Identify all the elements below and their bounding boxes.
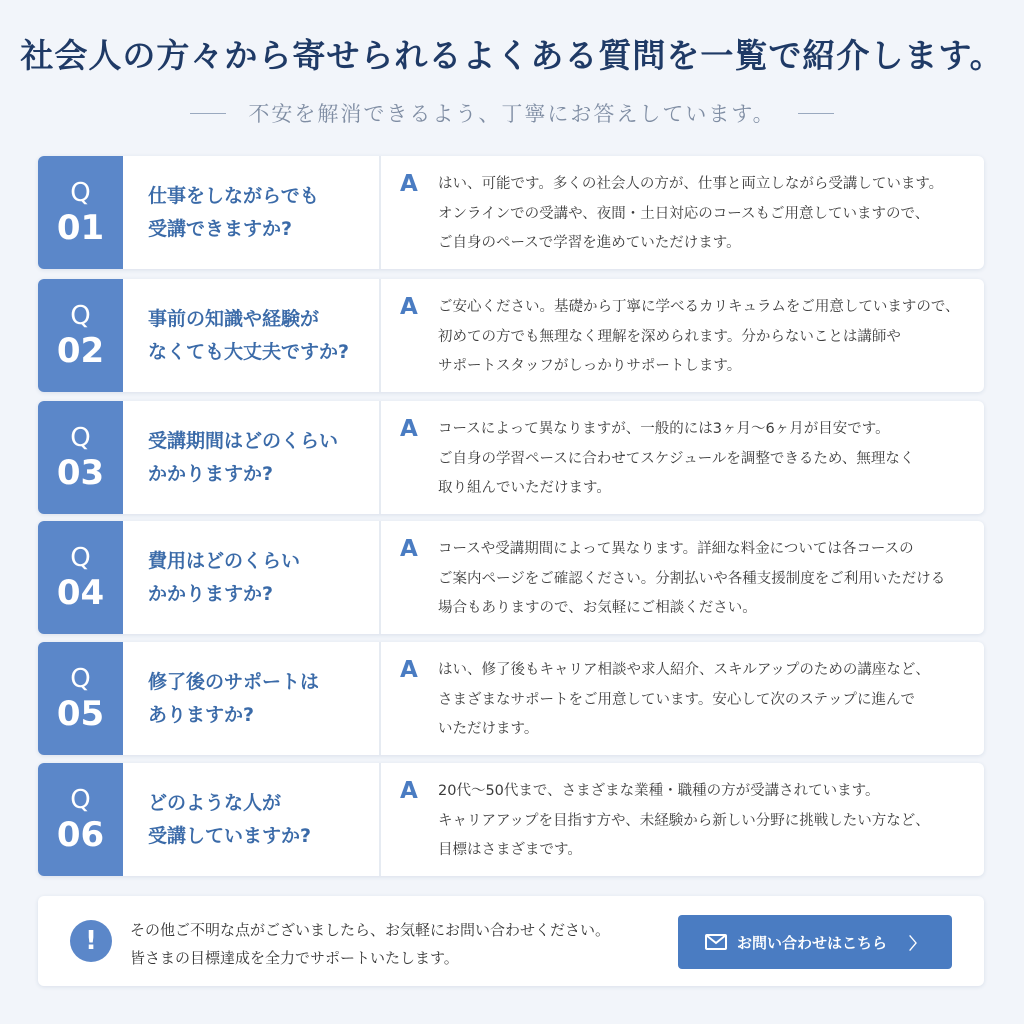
a-letter: A: [400, 536, 418, 562]
q-letter: Q: [70, 422, 91, 453]
question-line: 受講していますか?: [148, 824, 312, 847]
a-letter: A: [400, 294, 418, 320]
info-icon: !: [70, 920, 112, 962]
faq-item[interactable]: [38, 763, 984, 876]
answer-line: 初めての方でも無理なく理解を深められます。分からないことは講師や: [438, 328, 901, 345]
question-text-lines: [148, 425, 338, 491]
question-text-lines: [148, 180, 319, 246]
faq-divider: [379, 156, 381, 269]
q-letter: Q: [70, 300, 91, 331]
a-letter: A: [400, 416, 418, 442]
q-letter: Q: [70, 784, 91, 815]
a-letter: A: [400, 657, 418, 683]
answer-text: [438, 170, 968, 259]
question-text: [148, 763, 378, 876]
q-letter: Q: [70, 542, 91, 573]
answer-line: キャリアアップを目指す方や、未経験から新しい分野に挑戦したい方など、: [438, 812, 930, 829]
question-text: [148, 401, 378, 514]
question-number-box: [38, 279, 123, 392]
question-number-box: [38, 401, 123, 514]
answer-line: コースによって異なりますが、一般的には3ヶ月〜6ヶ月が目安です。: [438, 421, 890, 437]
contact-button-label: お問い合わせはこちら: [736, 933, 887, 952]
mail-icon: [705, 934, 727, 950]
answer-line: コースや受講期間によって異なります。詳細な料金については各コースの: [438, 541, 914, 557]
subtitle-left-rule: [190, 113, 226, 114]
chevron-right-icon: 〉: [909, 933, 926, 953]
question-line: 修了後のサポートは: [148, 670, 320, 693]
question-number: 04: [56, 572, 105, 613]
question-line: 事前の知識や経験が: [148, 307, 320, 330]
answer-line: 20代〜50代まで、さまざまな業種・職種の方が受講されています。: [438, 783, 880, 799]
answer-text: [438, 415, 968, 504]
question-number: 03: [56, 452, 105, 493]
faq-item[interactable]: [38, 156, 984, 269]
contact-line-1: その他ご不明な点がございましたら、お気軽にお問い合わせください。: [130, 921, 611, 939]
contact-panel: [38, 896, 984, 986]
contact-button[interactable]: [678, 915, 952, 969]
page-title: 社会人の方々から寄せられるよくある質問を一覧で紹介します。: [20, 36, 1004, 75]
answer-line: ご安心ください。基礎から丁寧に学べるカリキュラムをご用意していますので、: [438, 299, 960, 315]
question-text-lines: [148, 787, 311, 853]
question-text-lines: [148, 303, 349, 369]
question-line: 受講できますか?: [148, 217, 293, 240]
question-number: 05: [56, 693, 105, 734]
a-letter: A: [400, 171, 418, 197]
question-line: かかりますか?: [148, 582, 274, 605]
a-letter: A: [400, 778, 418, 804]
answer-line: はい、修了後もキャリア相談や求人紹介、スキルアップのための講座など、: [438, 662, 930, 678]
faq-item[interactable]: [38, 401, 984, 514]
answer-line: ご自身の学習ペースに合わせてスケジュールを調整できるため、無理なく: [438, 450, 915, 467]
answer-text: [438, 777, 968, 866]
page-subtitle: 不安を解消できるよう、丁寧にお答えしています。: [248, 102, 776, 126]
question-text-lines: [148, 545, 300, 611]
question-number-box: [38, 763, 123, 876]
question-line: 仕事をしながらでも: [148, 184, 319, 207]
question-number-box: [38, 642, 123, 755]
answer-text: [438, 535, 968, 624]
question-text: [148, 156, 378, 269]
subtitle-row: [0, 96, 1024, 130]
contact-message: [130, 916, 670, 972]
answer-line: ご自身のペースで学習を進めていただけます。: [438, 235, 741, 251]
question-number-box: [38, 156, 123, 269]
question-text: [148, 279, 378, 392]
question-line: ありますか?: [148, 703, 255, 726]
faq-divider: [379, 642, 381, 755]
q-letter: Q: [70, 663, 91, 694]
question-number: 02: [56, 330, 105, 371]
question-text: [148, 521, 378, 634]
question-text-lines: [148, 666, 319, 732]
answer-line: 取り組んでいただけます。: [438, 480, 611, 496]
faq-divider: [379, 521, 381, 634]
faq-divider: [379, 401, 381, 514]
answer-line: いただけます。: [438, 721, 539, 737]
question-line: どのような人が: [148, 791, 282, 814]
question-number-box: [38, 521, 123, 634]
faq-divider: [379, 763, 381, 876]
answer-line: ご案内ページをご確認ください。分割払いや各種支援制度をご利用いただける: [438, 570, 946, 587]
faq-divider: [379, 279, 381, 392]
question-number: 06: [56, 814, 105, 855]
answer-text: [438, 656, 968, 745]
subtitle-right-rule: [798, 113, 834, 114]
answer-line: サポートスタッフがしっかりサポートします。: [438, 358, 742, 374]
contact-line-2: 皆さまの目標達成を全力でサポートいたします。: [130, 949, 459, 967]
answer-text: [438, 293, 968, 382]
answer-line: はい、可能です。多くの社会人の方が、仕事と両立しながら受講しています。: [438, 176, 944, 192]
answer-line: 場合もありますので、お気軽にご相談ください。: [438, 600, 757, 616]
question-text: [148, 642, 378, 755]
answer-line: オンラインでの受講や、夜間・土日対応のコースもご用意していますので、: [438, 205, 930, 222]
question-number: 01: [56, 207, 105, 248]
faq-item[interactable]: [38, 521, 984, 634]
q-letter: Q: [70, 177, 91, 208]
question-line: かかりますか?: [148, 462, 274, 485]
question-line: なくても大丈夫ですか?: [148, 340, 350, 363]
answer-line: 目標はさまざまです。: [438, 842, 582, 858]
faq-item[interactable]: [38, 642, 984, 755]
question-line: 費用はどのくらい: [148, 549, 301, 572]
question-line: 受講期間はどのくらい: [148, 429, 339, 452]
faq-item[interactable]: [38, 279, 984, 392]
answer-line: さまざまなサポートをご用意しています。安心して次のステップに進んで: [438, 691, 916, 708]
